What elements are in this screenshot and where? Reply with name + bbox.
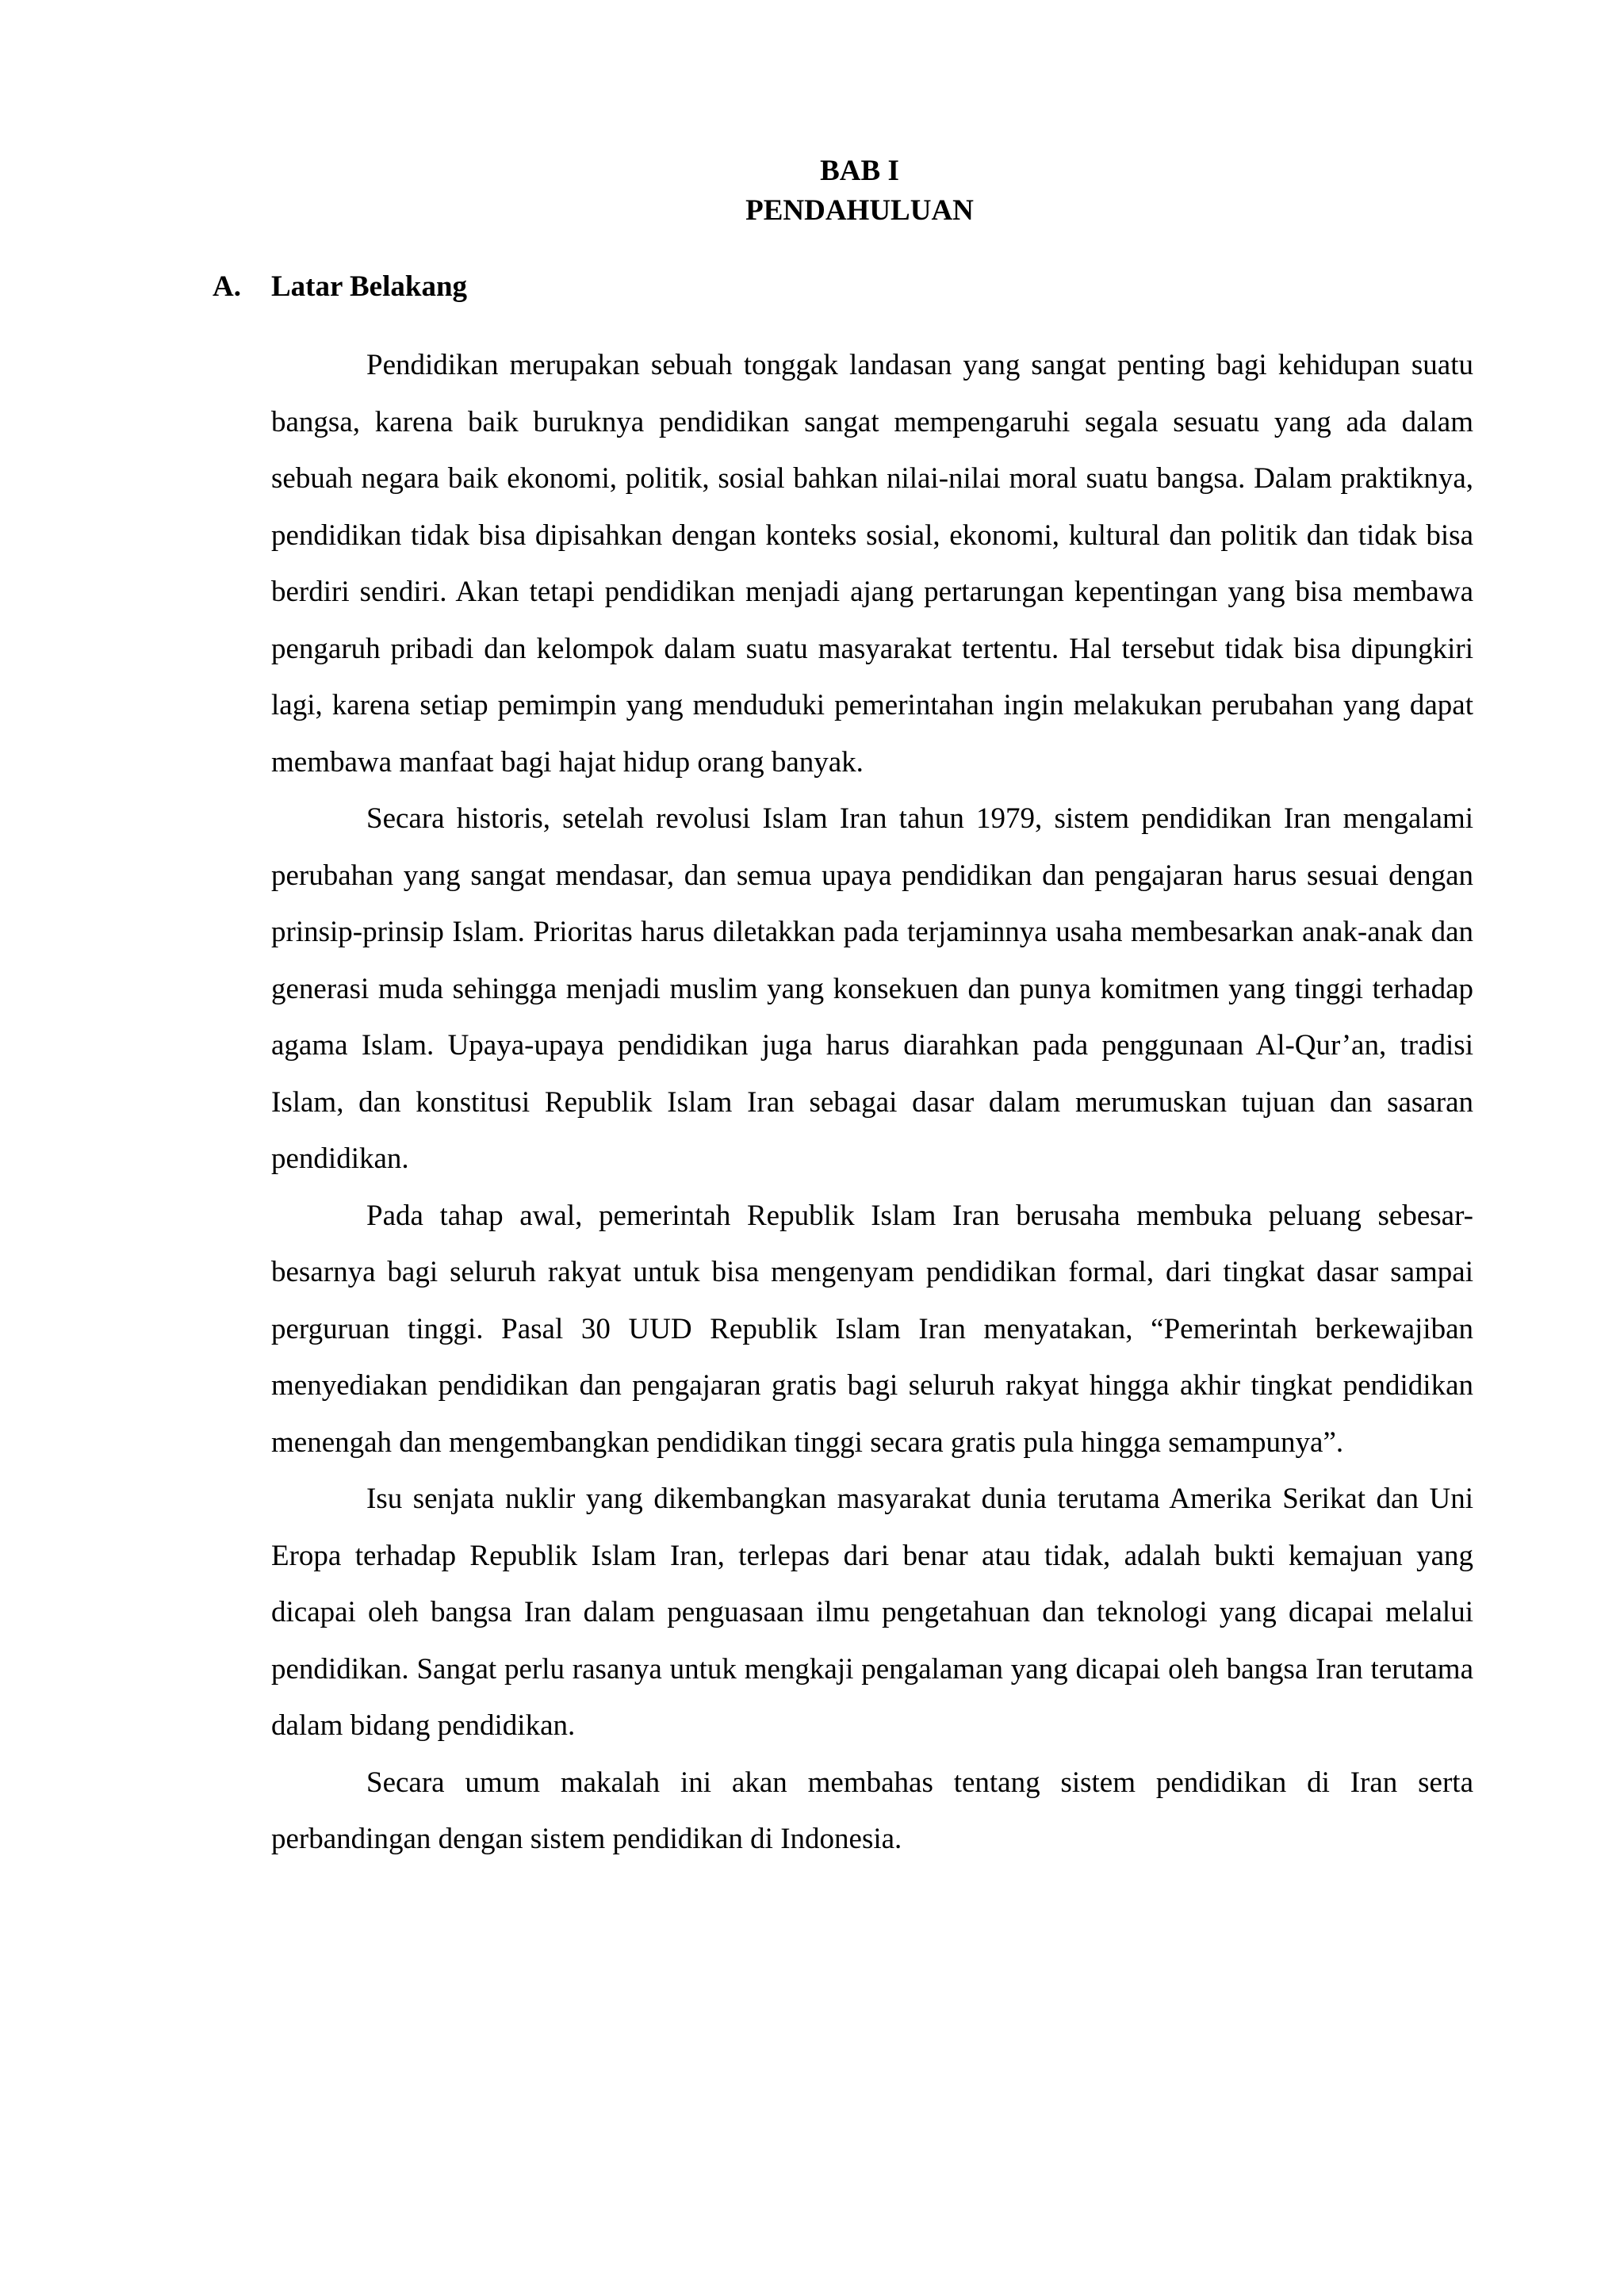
chapter-number: BAB I	[820, 155, 899, 187]
paragraph-2: Secara historis, setelah revolusi Islam Iran tahun 1979, sistem pendidikan Iran mengalami perubahan yang sangat mendasar, dan semua upaya pendidikan dan pengajaran harus sesuai dengan prinsip-prinsip Islam. Prioritas harus diletakkan pada terjaminnya usaha membesarkan anak-anak dan generasi muda sehingga menjadi muslim yang konsekuen dan punya komitmen yang tinggi terhadap agama Islam. Upaya-upaya pendidikan juga harus diarahkan pada penggunaan Al-Qur’an, tradisi Islam, dan konstitusi Republik Islam Iran sebagai dasar dalam merumuskan tujuan dan sasaran pendidikan.	[271, 802, 1473, 1175]
body-text	[271, 337, 1473, 1868]
chapter-title: PENDAHULUAN	[745, 194, 974, 227]
paragraph-1: Pendidikan merupakan sebuah tonggak landasan yang sangat penting bagi kehidupan suatu bangsa, karena baik buruknya pendidikan sangat mempengaruhi segala sesuatu yang ada dalam sebuah negara baik ekonomi, politik, sosial bahkan nilai-nilai moral suatu bangsa. Dalam praktiknya, pendidikan tidak bisa dipisahkan dengan konteks sosial, ekonomi, kultural dan politik dan tidak bisa berdiri sendiri. Akan tetapi pendidikan menjadi ajang pertarungan kepentingan yang bisa membawa pengaruh pribadi dan kelompok dalam suatu masyarakat tertentu. Hal tersebut tidak bisa dipungkiri lagi, karena setiap pemimpin yang menduduki pemerintahan ingin melakukan perubahan yang dapat membawa manfaat bagi hajat hidup orang banyak.	[271, 349, 1473, 779]
paragraph-4: Isu senjata nuklir yang dikembangkan masyarakat dunia terutama Amerika Serikat dan Uni Eropa terhadap Republik Islam Iran, terlepas dari benar atau tidak, adalah bukti kemajuan yang dicapai oleh bangsa Iran dalam penguasaan ilmu pengetahuan dan teknologi yang dicapai melalui pendidikan. Sangat perlu rasanya untuk mengkaji pengalaman yang dicapai oleh bangsa Iran terutama dalam bidang pendidikan.	[271, 1483, 1473, 1742]
paragraph-3: Pada tahap awal, pemerintah Republik Islam Iran berusaha membuka peluang sebesar-besarnya bagi seluruh rakyat untuk bisa mengenyam pendidikan formal, dari tingkat dasar sampai perguruan tinggi. Pasal 30 UUD Republik Islam Iran menyatakan, “Pemerintah berkewajiban menyediakan pendidikan dan pengajaran gratis bagi seluruh rakyat hingga akhir tingkat pendidikan menengah dan mengembangkan pendidikan tinggi secara gratis pula hingga semampunya”.	[271, 1199, 1473, 1459]
paragraph-5: Secara umum makalah ini akan membahas tentang sistem pendidikan di Iran serta perbandingan dengan sistem pendidikan di Indonesia.	[271, 1766, 1473, 1855]
section-marker: A.	[213, 270, 241, 303]
section-title: Latar Belakang	[271, 270, 468, 303]
section-heading	[213, 266, 467, 308]
